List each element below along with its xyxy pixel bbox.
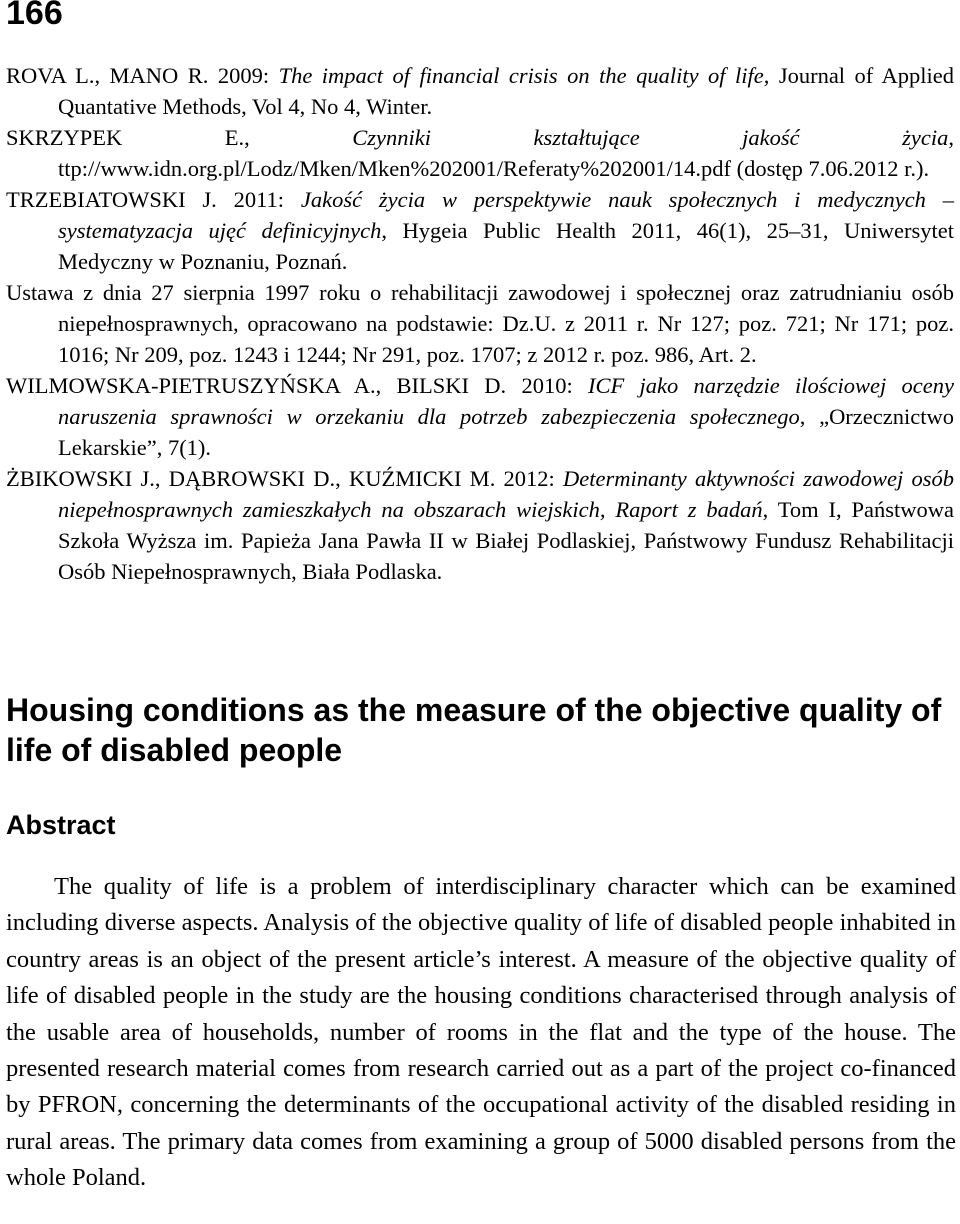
reference-item bbox=[6, 122, 954, 184]
reference-source: , ttp://www.idn.org.pl/Lodz/Mken/Mken%202001/Referaty%202001/14.pdf (dostęp 7.06.2012 r.). bbox=[58, 125, 954, 181]
reference-title: ICF jako narzędzie ilościowej oceny naruszenia sprawności w orzekaniu dla potrzeb zabezpieczenia społecznego bbox=[58, 373, 954, 429]
article-title: Housing conditions as the measure of the objective quality of life of disabled people bbox=[6, 692, 942, 768]
reference-authors: ŻBIKOWSKI J., DĄBROWSKI D., KUŹMICKI M. 2012: bbox=[6, 466, 564, 491]
reference-authors: WILMOWSKA-PIETRUSZYŃSKA A., BILSKI D. 2010: bbox=[6, 373, 588, 398]
reference-text: Ustawa z dnia 27 sierpnia 1997 roku o rehabilitacji zawodowej i społecznej oraz zatrudnianiu osób niepełnosprawnych, opracowano na podstawie: Dz.U. z 2011 r. Nr 127; poz. 721; Nr 171; poz. 1016; Nr 209, poz. 1243 i 1244; Nr 291, poz. 1707; z 2012 r. poz. 986, Art. 2. bbox=[6, 280, 954, 367]
reference-title: Czynniki kształtujące jakość życia bbox=[352, 125, 949, 150]
page-number: 166 bbox=[6, 0, 63, 32]
reference-title: The impact of financial crisis on the quality of life bbox=[278, 63, 764, 88]
reference-item bbox=[6, 463, 954, 587]
reference-source: , „Orzecznictwo Lekarskie”, 7(1). bbox=[58, 404, 954, 460]
abstract-text: The quality of life is a problem of interdisciplinary character which can be examined including diverse aspects. Analysis of the objective quality of life of disabled people inhabited in country areas is an object of the present article’s interest. A measure of the objective quality of life of disabled people in the study are the housing conditions characterised through analysis of the usable area of households, number of rooms in the flat and the type of the house. The presented research material comes from research carried out as a part of the project co-financed by PFRON, concerning the determinants of the occupational activity of the disabled residing in rural areas. The primary data comes from examining a group of 5000 disabled persons from the whole Poland. bbox=[6, 873, 956, 1192]
reference-authors: SKRZYPEK E., bbox=[6, 125, 353, 150]
reference-item bbox=[6, 370, 954, 463]
reference-source: , Tom I, Państwowa Szkoła Wyższa im. Papieża Jana Pawła II w Białej Podlaskiej, Państwowy Fundusz Rehabilitacji Osób Niepełnosprawnych, Biała Podlaska. bbox=[58, 497, 954, 584]
reference-source: , Journal of Applied Quantative Methods, Vol 4, No 4, Winter. bbox=[58, 63, 954, 119]
reference-authors: ROVA L., MANO R. 2009: bbox=[6, 63, 279, 88]
reference-authors: TRZEBIATOWSKI J. 2011: bbox=[6, 187, 301, 212]
reference-list bbox=[6, 60, 954, 587]
reference-title: Determinanty aktywności zawodowej osób niepełnosprawnych zamieszkałych na obszarach wiejskich, Raport z badań bbox=[58, 466, 954, 522]
reference-title: Jakość życia w perspektywie nauk społecznych i medycznych – systematyzacja ujęć definicyjnych bbox=[58, 187, 955, 243]
reference-item bbox=[6, 60, 954, 122]
reference-item bbox=[6, 184, 954, 277]
reference-source: , Hygeia Public Health 2011, 46(1), 25–31, Uniwersytet Medyczny w Poznaniu, Poznań. bbox=[58, 218, 954, 274]
reference-item bbox=[6, 277, 954, 370]
abstract-heading: Abstract bbox=[6, 810, 116, 840]
